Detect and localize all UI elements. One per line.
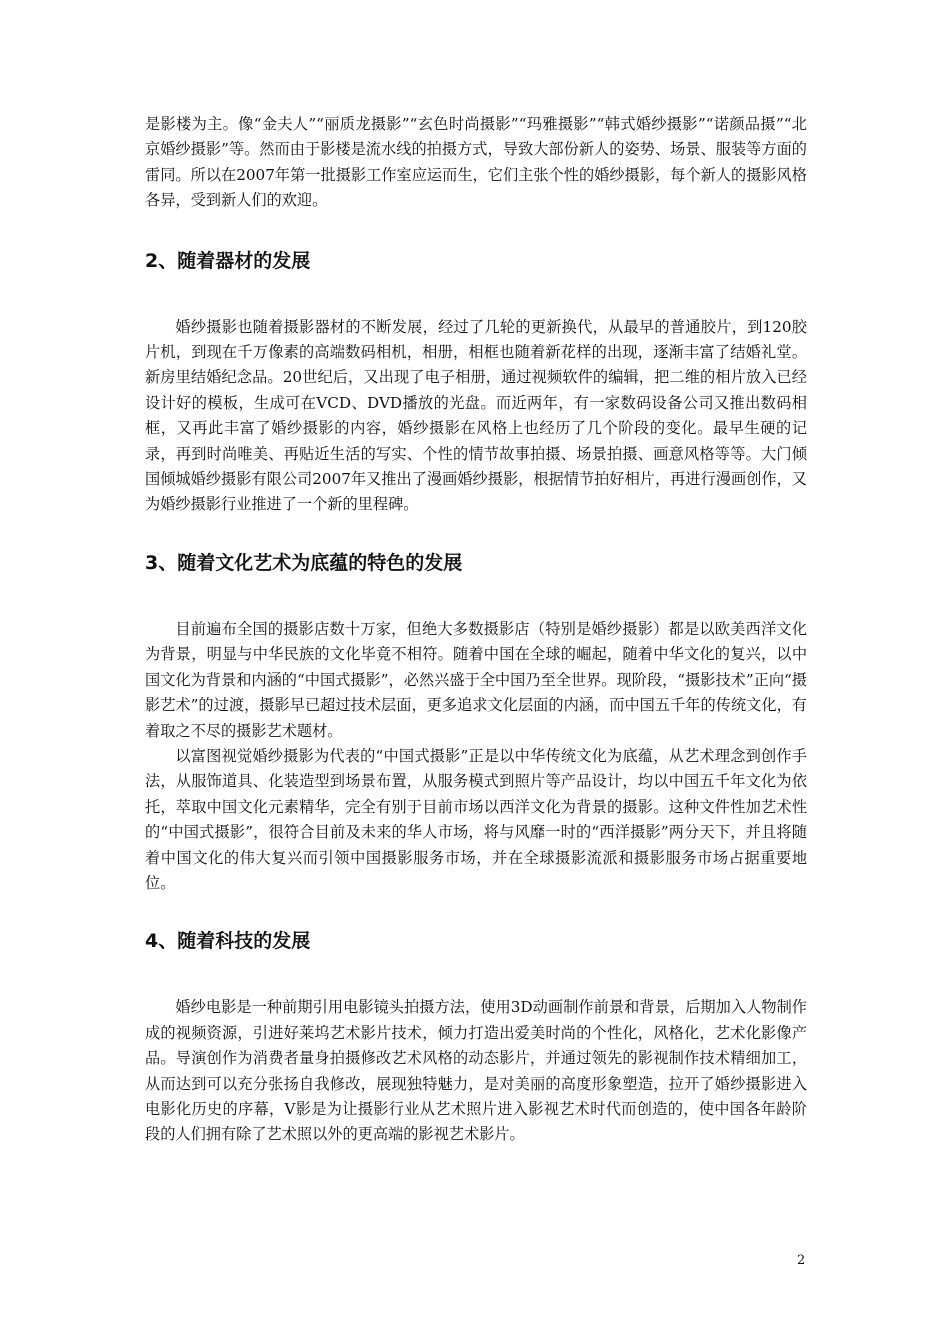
section-2-title: 2、随着器材的发展 bbox=[145, 249, 311, 272]
section-4-title: 4、随着科技的发展 bbox=[145, 930, 311, 953]
section-4-paragraph: 婚纱电影是一种前期引用电影镜头拍摄方法，使用3D动画制作前景和背景，后期加入人物制作成的视频资源，引进好莱坞艺术影片技术，倾力打造出爱美时尚的个性化，风格化，艺术化影像产品。导演创作为消费者量身拍摄修改艺术风格的动态影片，并通过领先的影视制作技术精细加工，从而达到可以充分张扬自我修改，展现独特魅力，是对美丽的高度形象塑造，拉开了婚纱摄影进入电影化历史的序幕，V影是为让摄影行业从艺术照片进入影视艺术时代而创造的，使中国各年龄阶段的人们拥有除了艺术照以外的更高端的影视艺术影片。 bbox=[145, 998, 807, 1144]
section-2-paragraph: 婚纱摄影也随着摄影器材的不断发展，经过了几轮的更新换代，从最早的普通胶片，到120胶片机，到现在千万像素的高端数码相机，相册，相框也随着新花样的出现，逐渐丰富了结婚礼堂。新房里结婚纪念品。20世纪后，又出现了电子相册，通过视频软件的编辑，把二维的相片放入已经设计好的模板，生成可在VCD、DVD播放的光盘。而近两年，有一家数码设备公司又推出数码相框，又再此丰富了婚纱摄影的内容，婚纱摄影在风格上也经历了几个阶段的变化。最早生硬的记录，再到时尚唯美、再贴近生活的写实、个性的情节故事拍摄、场景拍摄、画意风格等等。大门倾国倾城婚纱摄影有限公司2007年又推出了漫画婚纱摄影，根据情节拍好相片，再进行漫画创作，又为婚纱摄影行业推进了一个新的里程碑。 bbox=[145, 317, 807, 514]
intro-paragraph: 是影楼为主。像“金夫人”“丽质龙摄影”“玄色时尚摄影”“玛雅摄影”“韩式婚纱摄影”“诺颜品摄”“北京婚纱摄影”等。然而由于影楼是流水线的拍摄方式，导致大部份新人的姿势、场景、服装等方面的雷同。所以在2007年第一批摄影工作室应运而生，它们主张个性的婚纱摄影，每个新人的摄影风格各异，受到新人们的欢迎。 bbox=[145, 115, 807, 210]
section-3-paragraph-1: 目前遍布全国的摄影店数十万家，但绝大多数摄影店（特别是婚纱摄影）都是以欧美西洋文化为背景，明显与中华民族的文化毕竟不相符。随着中国在全球的崛起，随着中华文化的复兴，以中国文化为背景和内涵的“中国式摄影”，必然兴盛于全中国乃至全世界。现阶段，“摄影技术”正向“摄影艺术”的过渡，摄影早已超过技术层面，更多追求文化层面的内涵，而中国五千年的传统文化，有着取之不尽的摄影艺术题材。 bbox=[145, 619, 807, 740]
section-3-paragraph-2: 以富图视觉婚纱摄影为代表的“中国式摄影”正是以中华传统文化为底蕴，从艺术理念到创作手法，从服饰道具、化装造型到场景布置，从服务模式到照片等产品设计，均以中国五千年文化为依托，萃取中国文化元素精华，完全有别于目前市场以西洋文化为背景的摄影。这种文件性加艺术性的“中国式摄影”，很符合目前及未来的华人市场，将与风靡一时的“西洋摄影”两分天下，并且将随着中国文化的伟大复兴而引领中国摄影服务市场，并在全球摄影流派和摄影服务市场占据重要地位。 bbox=[145, 746, 807, 892]
page-body bbox=[145, 112, 807, 1148]
page-number: 2 bbox=[797, 1253, 806, 1268]
section-3-title: 3、随着文化艺术为底蕴的特色的发展 bbox=[145, 551, 463, 574]
